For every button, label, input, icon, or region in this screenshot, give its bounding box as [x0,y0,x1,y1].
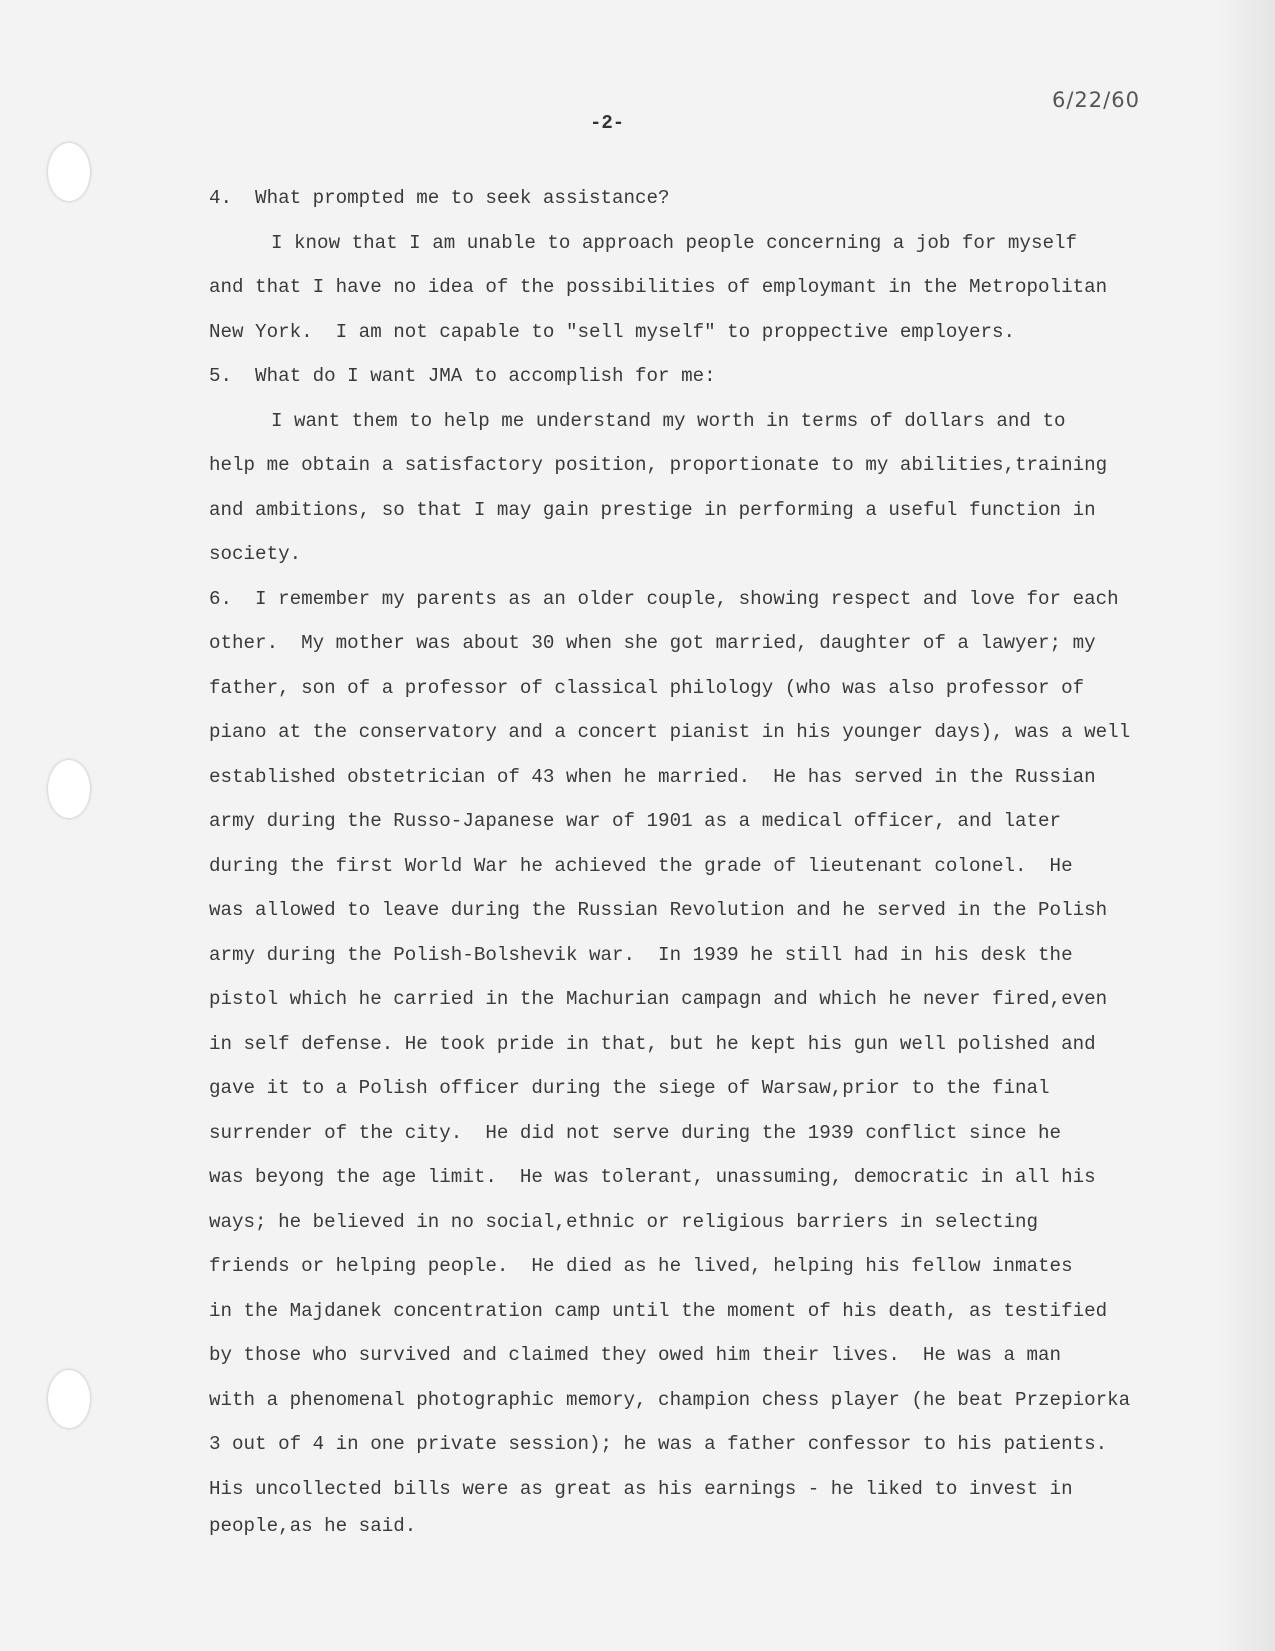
paragraph-line: in the Majdanek concentration camp until the moment of his death, as testified [209,1299,1108,1322]
paragraph-line: other. My mother was about 30 when she got married, daughter of a lawyer; my [209,632,1096,654]
letter-body [209,176,1209,1541]
paragraph-line: friends or helping people. He died as he lived, helping his fellow inmates [209,1255,1073,1277]
paragraph-line: piano at the conservatory and a concert pianist in his younger days), was a well [209,721,1131,743]
paragraph-line: father, son of a professor of classical philology (who was also professor of [209,676,1085,699]
punch-hole-top [48,143,90,201]
paragraph-line: was allowed to leave during the Russian Revolution and he served in the Polish [209,899,1108,921]
paragraph-line: army during the Russo-Japanese war of 1901 as a medical officer, and later [209,810,1062,832]
paragraph-line: in self defense. He took pride in that, but he kept his gun well polished and [209,1032,1096,1055]
question-heading: 4. What prompted me to seek assistance? [209,187,670,209]
paragraph-line: 6. I remember my parents as an older couple, showing respect and love for each [209,587,1119,610]
paragraph-line: pistol which he carried in the Machurian campagn and which he never fired,even [209,988,1108,1010]
paragraph-line: established obstetrician of 43 when he married. He has served in the Russian [209,765,1096,788]
paragraph-line: with a phenomenal photographic memory, champion chess player (he beat Przepiorka [209,1388,1131,1411]
punch-hole-bottom [48,1370,90,1428]
paragraph-line: His uncollected bills were as great as his earnings - he liked to invest in [209,1477,1073,1500]
paragraph-line: people,as he said. [209,1515,417,1537]
paragraph-line: 3 out of 4 in one private session); he was a father confessor to his patients. [209,1433,1108,1455]
question-heading: 5. What do I want JMA to accomplish for me: [209,365,716,387]
answer-line: and ambitions, so that I may gain prestige in performing a useful function in [209,498,1096,521]
paragraph-line: ways; he believed in no social,ethnic or religious barriers in selecting [209,1210,1039,1233]
paragraph-line: surrender of the city. He did not serve during the 1939 conflict since he [209,1121,1062,1144]
paragraph-line: was beyong the age limit. He was tolerant, unassuming, democratic in all his [209,1166,1096,1188]
scan-edge-shadow [1215,0,1275,1651]
answer-line: and that I have no idea of the possibilities of employmant in the Metropolitan [209,276,1108,298]
paragraph-line: army during the Polish-Bolshevik war. In 1939 he still had in his desk the [209,943,1073,966]
punch-hole-middle [48,760,90,818]
page-number: -2- [590,112,625,134]
handwritten-date: 6/22/60 [1052,88,1140,112]
answer-line: help me obtain a satisfactory position, proportionate to my abilities,training [209,454,1108,476]
answer-line: society. [209,543,302,565]
answer-line: I know that I am unable to approach people concerning a job for myself [271,231,1078,254]
answer-line: I want them to help me understand my worth in terms of dollars and to [271,409,1066,432]
paragraph-line: by those who survived and claimed they owed him their lives. He was a man [209,1344,1062,1366]
paragraph-line: during the first World War he achieved the grade of lieutenant colonel. He [209,854,1073,877]
answer-line: New York. I am not capable to "sell myself" to proppective employers. [209,320,1016,343]
paragraph-line: gave it to a Polish officer during the siege of Warsaw,prior to the final [209,1077,1050,1099]
